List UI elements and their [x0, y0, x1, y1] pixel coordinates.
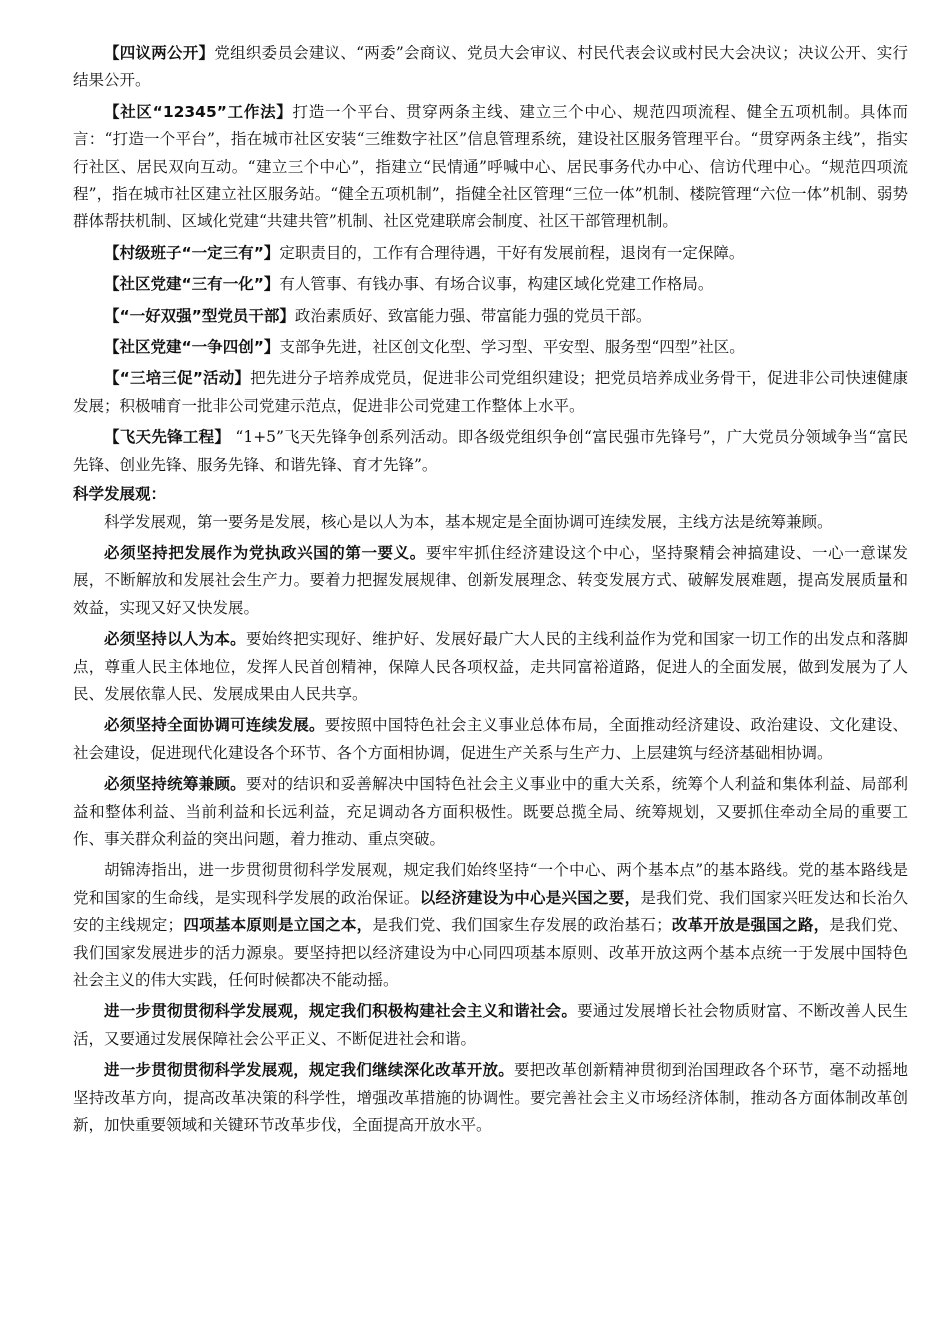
- basic-line-text: 是我们党、我们国家生存发展的政治基石；: [372, 916, 672, 935]
- term-paragraph: [73, 424, 908, 479]
- term-text: 有人管事、有钱办事、有场合议事，构建区域化党建工作格局。: [279, 275, 714, 294]
- term-label: 【飞天先锋工程】: [104, 428, 231, 447]
- term-label: 【“一好双强”型党员干部】: [104, 306, 295, 325]
- term-label: 【社区党建“一争四创”】: [104, 338, 280, 357]
- principle-title: 必须坚持把发展作为党执政兴国的第一要义。: [104, 543, 426, 562]
- principle-paragraph: [73, 771, 908, 853]
- term-paragraph: [73, 99, 908, 236]
- term-label: 【社区“12345”工作法】: [104, 102, 293, 121]
- basic-line-paragraph: [73, 857, 908, 994]
- term-text: 党组织委员会建议、“两委”会商议、党员大会审议、村民代表会议或村民大会决议；决议公开、实行结果公开。: [73, 44, 908, 90]
- principle-paragraph: [73, 626, 908, 708]
- further-title: 进一步贯彻贯彻科学发展观，规定我们积极构建社会主义和谐社会。: [104, 1002, 578, 1021]
- basic-line-text: 是我们党、我们国家发展进步的活力源泉。要坚持把以经济建设为中心同四项基本原则、改革开放这两个基本点统一于发展中国特色社会主义的伟大实践，任何时候都决不能动摇。: [73, 916, 908, 989]
- term-label: 【村级班子“一定三有”】: [104, 243, 280, 262]
- term-text: “1+5”飞天先锋争创系列活动。即各级党组织争创“富民强市先锋号”，广大党员分领域争当“富民先锋、创业先锋、服务先锋、和谐先锋、育才先锋”。: [73, 428, 908, 474]
- document-page: [73, 40, 908, 1139]
- section-heading: 科学发展观：: [73, 485, 167, 504]
- term-text: 打造一个平台、贯穿两条主线、建立三个中心、规范四项流程、健全五项机制。具体而言：“打造一个平台”，指在城市社区安装“三维数字社区”信息管理系统，建设社区服务管理平台。“贯穿两条主线”，指实行社区、居民双向互动。“建立三个中心”，指建立“民情通”呼喊中心、居民事务代办中心、信访代理中心。“规范四项流程”，指在城市社区建立社区服务站。“健全五项机制”，指健全社区管理“三位一体”机制、楼院管理“六位一体”机制、弱势群体帮扶机制、区域化党建“共建共管”机制、社区党建联席会制度、社区干部管理机制。: [73, 102, 908, 231]
- further-paragraph: [73, 998, 908, 1053]
- principle-text: 要始终把实现好、维护好、发展好最广大人民的主线利益作为党和国家一切工作的出发点和落脚点，尊重人民主体地位，发挥人民首创精神，保障人民各项权益，走共同富裕道路，促进人的全面发展，做到发展为了人民、发展依靠人民、发展成果由人民共享。: [73, 630, 908, 703]
- term-label: 【社区党建“三有一化”】: [104, 275, 280, 294]
- further-title: 进一步贯彻贯彻科学发展观，规定我们继续深化改革开放。: [104, 1061, 515, 1080]
- principle-title: 必须坚持统筹兼顾。: [104, 775, 246, 794]
- intro-paragraph: 科学发展观，第一要务是发展，核心是以人为本，基本规定是全面协调可连续发展，主线方法是统筹兼顾。: [104, 512, 833, 531]
- basic-line-text: 胡锦涛指出，进一步贯彻贯彻科学发展观，规定我们始终坚持“一个中心、两个基本点”的基本路线。党的基本路线是党和国家的生命线，是实现科学发展的政治保证。: [73, 861, 908, 907]
- principle-text: 要对的结识和妥善解决中国特色社会主义事业中的重大关系，统筹个人利益和集体利益、局部利益和整体利益、当前利益和长远利益，充足调动各方面积极性。既要总揽全局、统筹规划，又要抓住牵动全局的重要工作、事关群众利益的突出问题，着力推动、重点突破。: [73, 775, 908, 848]
- term-paragraph: [73, 240, 908, 267]
- term-paragraph: [73, 40, 908, 95]
- term-text: 把先进分子培养成党员，促进非公司党组织建设；把党员培养成业务骨干，促进非公司快速健康发展；积极哺育一批非公司党建示范点，促进非公司党建工作整体上水平。: [73, 369, 909, 415]
- principle-paragraph: [73, 712, 908, 767]
- term-text: 定职责目的，工作有合理待遇，干好有发展前程，退岗有一定保障。: [279, 243, 745, 262]
- further-paragraph: [73, 1057, 908, 1139]
- further-text: 要把改革创新精神贯彻到治国理政各个环节，毫不动摇地坚持改革方向，提高改革决策的科学性，增强改革措施的协调性。要完善社会主义市场经济体制，推动各方面体制改革创新，加快重要领域和关键环节改革步伐，全面提高开放水平。: [73, 1061, 908, 1135]
- basic-line-emphasis: 四项基本原则是立国之本，: [183, 916, 373, 935]
- principle-paragraph: [73, 540, 908, 622]
- term-text: 支部争先进，社区创文化型、学习型、平安型、服务型“四型”社区。: [279, 338, 745, 357]
- principle-text: 要牢牢抓住经济建设这个中心，坚持聚精会神搞建设、一心一意谋发展，不断解放和发展社会生产力。要着力把握发展规律、创新发展理念、转变发展方式、破解发展难题，提高发展质量和效益，实现又好又快发展。: [73, 543, 908, 617]
- basic-line-emphasis: 以经济建设为中心是兴国之要，: [419, 888, 641, 907]
- basic-line-emphasis: 改革开放是强国之路，: [671, 916, 830, 935]
- term-label: 【四议两公开】: [104, 44, 215, 62]
- term-label: 【“三培三促”活动】: [104, 369, 251, 388]
- principle-title: 必须坚持以人为本。: [104, 630, 246, 649]
- term-paragraph: [73, 271, 908, 298]
- term-text: 政治素质好、致富能力强、带富能力强的党员干部。: [294, 306, 652, 325]
- term-paragraph: [73, 365, 908, 420]
- term-paragraph: [73, 303, 908, 330]
- term-paragraph: [73, 334, 908, 361]
- principle-title: 必须坚持全面协调可连续发展。: [104, 716, 325, 735]
- further-text: 要通过发展增长社会物质财富、不断改善人民生活，又要通过发展保障社会公平正义、不断促进社会和谐。: [73, 1002, 908, 1048]
- basic-line-text: 是我们党、我们国家兴旺发达和长治久安的主线规定；: [73, 888, 908, 935]
- principle-text: 要按照中国特色社会主义事业总体布局，全面推动经济建设、政治建设、文化建设、社会建设，促进现代化建设各个环节、各个方面相协调，促进生产关系与生产力、上层建筑与经济基础相协调。: [73, 716, 908, 762]
